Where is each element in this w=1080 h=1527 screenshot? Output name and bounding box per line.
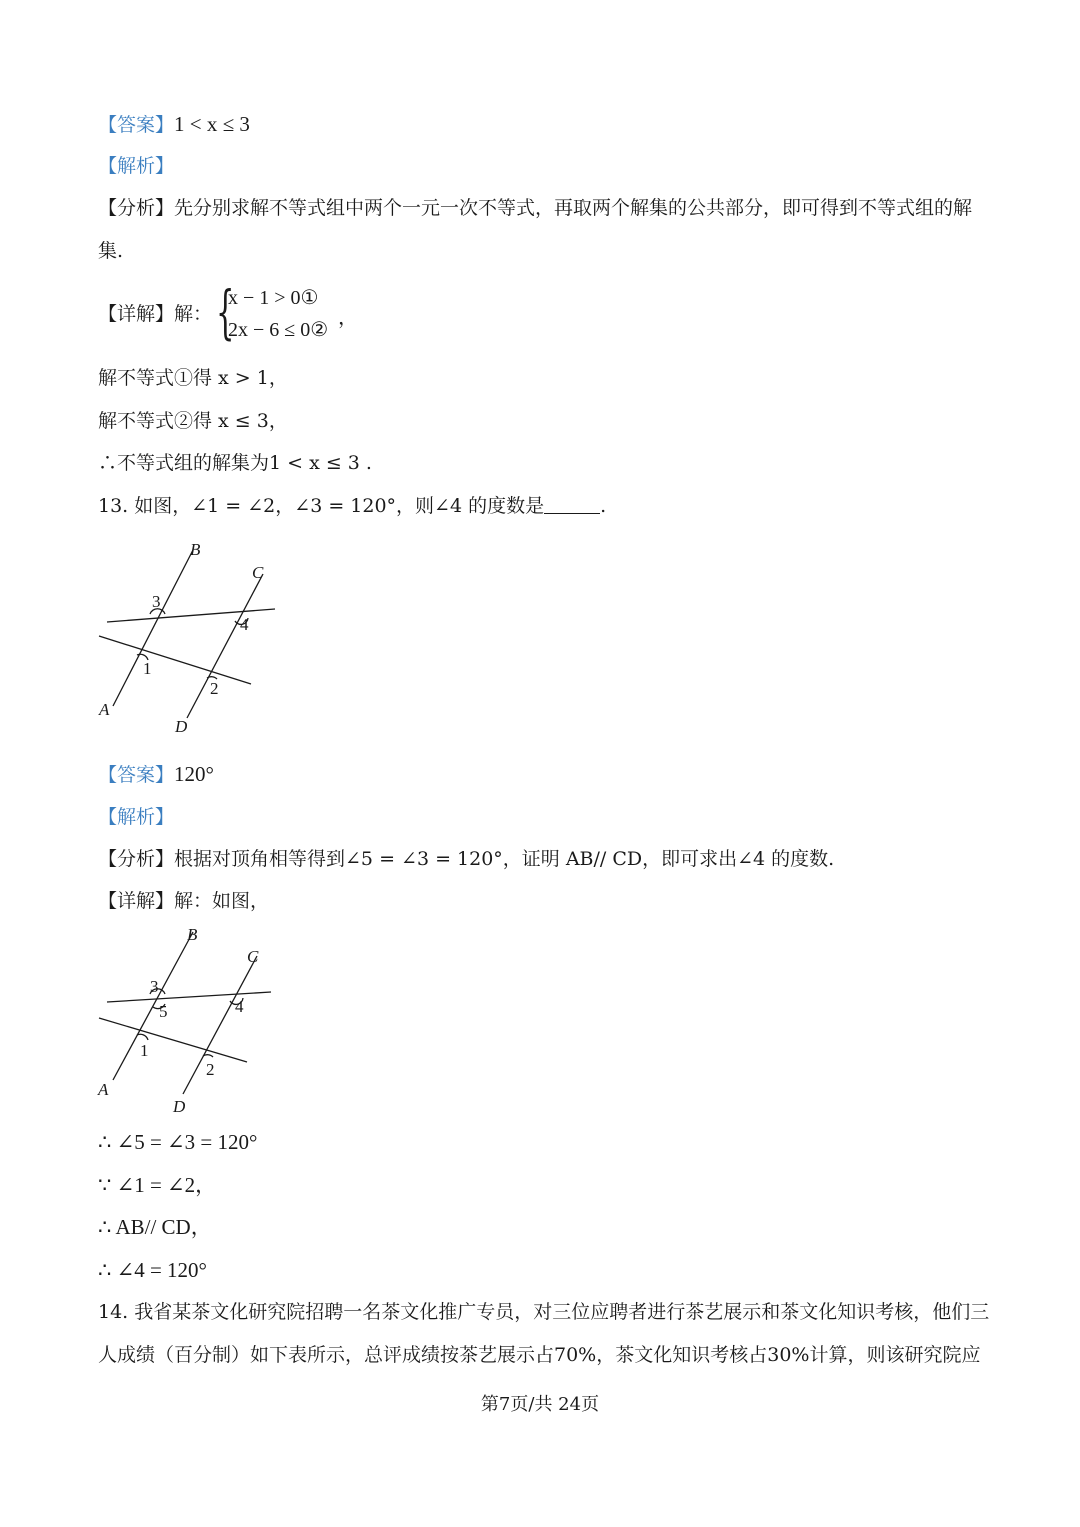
label-angle-4-2: 4 bbox=[235, 997, 244, 1016]
step-1: 解不等式①得 x > 1， bbox=[98, 367, 288, 389]
label-angle-5: 5 bbox=[159, 1002, 168, 1021]
upper-transversal-2 bbox=[107, 992, 271, 1002]
inequality-system bbox=[216, 278, 358, 347]
line-cd-2 bbox=[183, 956, 257, 1094]
analysis-label-13: 【分析】 bbox=[98, 848, 175, 870]
label-c: C bbox=[252, 563, 264, 582]
analysis-tag-13: 【解析】 bbox=[98, 806, 175, 828]
label-angle-3-2: 3 bbox=[150, 977, 159, 996]
system-brace: { bbox=[216, 278, 235, 346]
line-ab-2 bbox=[113, 932, 193, 1080]
analysis-label: 【分析】 bbox=[98, 197, 175, 219]
analysis-line-2: 集. bbox=[98, 240, 124, 262]
proof-step-4: ∴ ∠4 = 120° bbox=[98, 1258, 207, 1282]
system-row-1: x − 1 > 0① bbox=[228, 287, 319, 309]
detail-label-13: 【详解】解：如图， bbox=[98, 890, 270, 912]
question-13-text: 13. 如图，∠1 = ∠2，∠3 = 120°，则∠4 的度数是 bbox=[98, 495, 545, 517]
line-cd bbox=[187, 574, 263, 718]
label-b: B bbox=[190, 540, 201, 559]
answer-tag: 【答案】 bbox=[98, 114, 175, 136]
question-13 bbox=[98, 494, 606, 518]
answer-line-13 bbox=[98, 762, 214, 787]
answer-line bbox=[98, 112, 250, 137]
page-footer: 第7页/共 24页 bbox=[480, 1394, 600, 1415]
proof-step-2: ∵ ∠1 = ∠2， bbox=[98, 1173, 217, 1197]
label-d: D bbox=[175, 717, 188, 736]
label-a: A bbox=[99, 700, 110, 719]
label-angle-1: 1 bbox=[143, 659, 152, 678]
answer-value: 1 < x ≤ 3 bbox=[174, 112, 250, 136]
system-row-2: 2x − 6 ≤ 0② bbox=[228, 319, 329, 341]
answer-tag-13: 【答案】 bbox=[98, 764, 175, 786]
question-14-line-2: 人成绩（百分制）如下表所示，总评成绩按茶艺展示占70%，茶文化知识考核占30%计算，则该研究院应 bbox=[98, 1344, 981, 1366]
label-angle-4: 4 bbox=[240, 615, 249, 634]
lower-transversal-2 bbox=[99, 1018, 247, 1062]
label-c-2: C bbox=[247, 947, 259, 966]
answer-blank bbox=[544, 495, 600, 514]
analysis-tag: 【解析】 bbox=[98, 155, 175, 177]
label-angle-3: 3 bbox=[152, 592, 161, 611]
analysis-line bbox=[98, 196, 972, 220]
label-b-2: B bbox=[187, 925, 198, 944]
upper-transversal bbox=[107, 609, 275, 622]
label-a-2: A bbox=[98, 1080, 109, 1099]
geometry-figure-1 bbox=[95, 538, 285, 738]
line-ab bbox=[113, 550, 193, 706]
label-d-2: D bbox=[173, 1097, 186, 1116]
proof-step-1: ∴ ∠5 = ∠3 = 120° bbox=[98, 1130, 258, 1154]
geometry-figure-2 bbox=[95, 922, 285, 1122]
step-2: 解不等式②得 x ≤ 3， bbox=[98, 410, 288, 432]
detail-label: 【详解】解： bbox=[98, 303, 213, 325]
answer-value-13: 120° bbox=[174, 762, 214, 786]
analysis-line-13 bbox=[98, 847, 834, 871]
question-14-line-1: 14. 我省某茶文化研究院招聘一名茶文化推广专员，对三位应聘者进行茶艺展示和茶文化知识考核，他们三 bbox=[98, 1301, 990, 1323]
lower-transversal bbox=[99, 636, 251, 684]
angle-2-arc-2 bbox=[203, 1055, 213, 1057]
proof-step-3: ∴ AB// CD， bbox=[98, 1215, 212, 1239]
step-3: ∴不等式组的解集为1 < x ≤ 3 . bbox=[98, 452, 372, 474]
system-tail: ， bbox=[338, 305, 358, 329]
analysis-text-13: 根据对顶角相等得到∠5 = ∠3 = 120°，证明 AB// CD，即可求出∠4 的度数. bbox=[174, 848, 835, 870]
label-angle-2-2: 2 bbox=[206, 1060, 215, 1079]
label-angle-2: 2 bbox=[210, 679, 219, 698]
analysis-text: 先分别求解不等式组中两个一元一次不等式，再取两个解集的公共部分，即可得到不等式组的解 bbox=[174, 197, 973, 219]
question-13-end: . bbox=[600, 495, 607, 517]
label-angle-1-2: 1 bbox=[140, 1041, 149, 1060]
angle-1-arc-2 bbox=[137, 1034, 148, 1040]
